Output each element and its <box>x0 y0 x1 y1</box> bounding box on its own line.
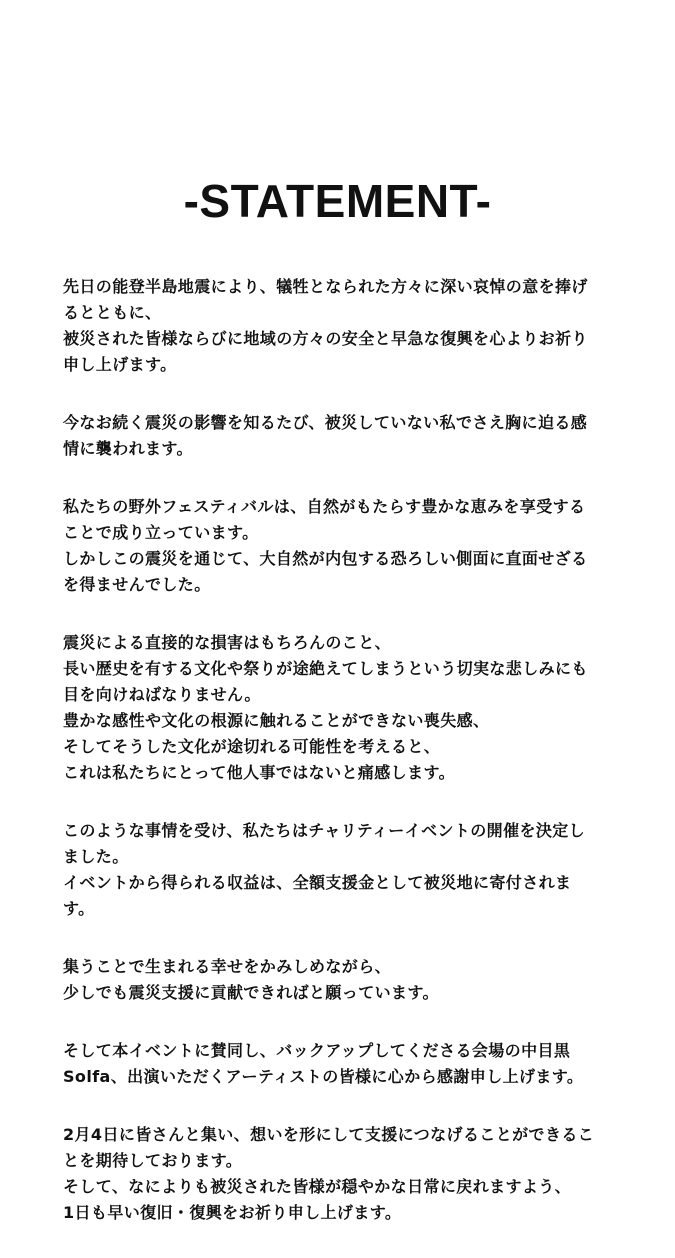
text-line: これは私たちにとって他人事ではないと痛感します。 <box>63 763 456 782</box>
text-line: このような事情を受け、私たちはチャリティーイベントの開催を決定し <box>63 821 586 840</box>
paragraph-closing <box>63 1122 623 1226</box>
text-line: 長い歴史を有する文化や祭りが途絶えてしまうという切実な悲しみにも <box>63 659 588 678</box>
text-line: しかしこの震災を通じて、大自然が内包する恐ろしい側面に直面せざる <box>63 549 588 568</box>
text-line: 目を向けねばなりません。 <box>63 685 261 704</box>
text-line: す。 <box>63 899 95 918</box>
text-line: 今なお続く震災の影響を知るたび、被災していない私でさえ胸に迫る感 <box>63 413 588 432</box>
statement-body <box>63 274 623 1258</box>
paragraph-hope <box>63 954 623 1006</box>
text-line: 震災による直接的な損害はもちろんのこと、 <box>63 633 392 652</box>
text-line: 私たちの野外フェスティバルは、自然がもたらす豊かな恵みを享受する <box>63 497 586 516</box>
text-line: 豊かな感性や文化の根源に触れることができない喪失感、 <box>63 711 490 730</box>
text-line: 1日も早い復旧・復興をお祈り申し上げます。 <box>63 1203 402 1222</box>
paragraph-charity-event <box>63 818 623 922</box>
paragraph-thanks <box>63 1038 623 1090</box>
paragraph-culture-loss <box>63 630 623 786</box>
paragraph-condolences <box>63 274 623 378</box>
text-line: そしてそうした文化が途切れる可能性を考えると、 <box>63 737 441 756</box>
text-line: とを期待しております。 <box>63 1151 243 1170</box>
text-line: 集うことで生まれる幸せをかみしめながら、 <box>63 957 392 976</box>
text-line: ことで成り立っています。 <box>63 523 259 542</box>
text-line: そして、なによりも被災された皆様が穏やかな日常に戻れますよう、 <box>63 1177 572 1196</box>
text-line: を得ませんでした。 <box>63 575 211 594</box>
text-line: 少しでも震災支援に貢献できればと願っています。 <box>63 983 439 1002</box>
text-line: イベントから得られる収益は、全額支援金として被災地に寄付されま <box>63 873 572 892</box>
text-line: そして本イベントに賛同し、バックアップしてくださる会場の中目黒 <box>63 1041 571 1060</box>
text-line: 先日の能登半島地震により、犠牲となられた方々に深い哀悼の意を捧げ <box>63 277 588 296</box>
text-line: るとともに、 <box>63 303 162 322</box>
paragraph-feelings <box>63 410 623 462</box>
text-line: 情に襲われます。 <box>63 439 193 458</box>
statement-title: -STATEMENT- <box>183 175 492 227</box>
paragraph-festival-nature <box>63 494 623 598</box>
text-line: 被災された皆様ならびに地域の方々の安全と早急な復興を心よりお祈り <box>63 329 588 348</box>
text-line: Solfa、出演いただくアーティストの皆様に心から感謝申し上げます。 <box>63 1067 584 1086</box>
text-line: ました。 <box>63 847 129 866</box>
text-line: 申し上げます。 <box>63 355 177 374</box>
text-line: 2月4日に皆さんと集い、想いを形にして支援につなげることができるこ <box>63 1125 595 1144</box>
